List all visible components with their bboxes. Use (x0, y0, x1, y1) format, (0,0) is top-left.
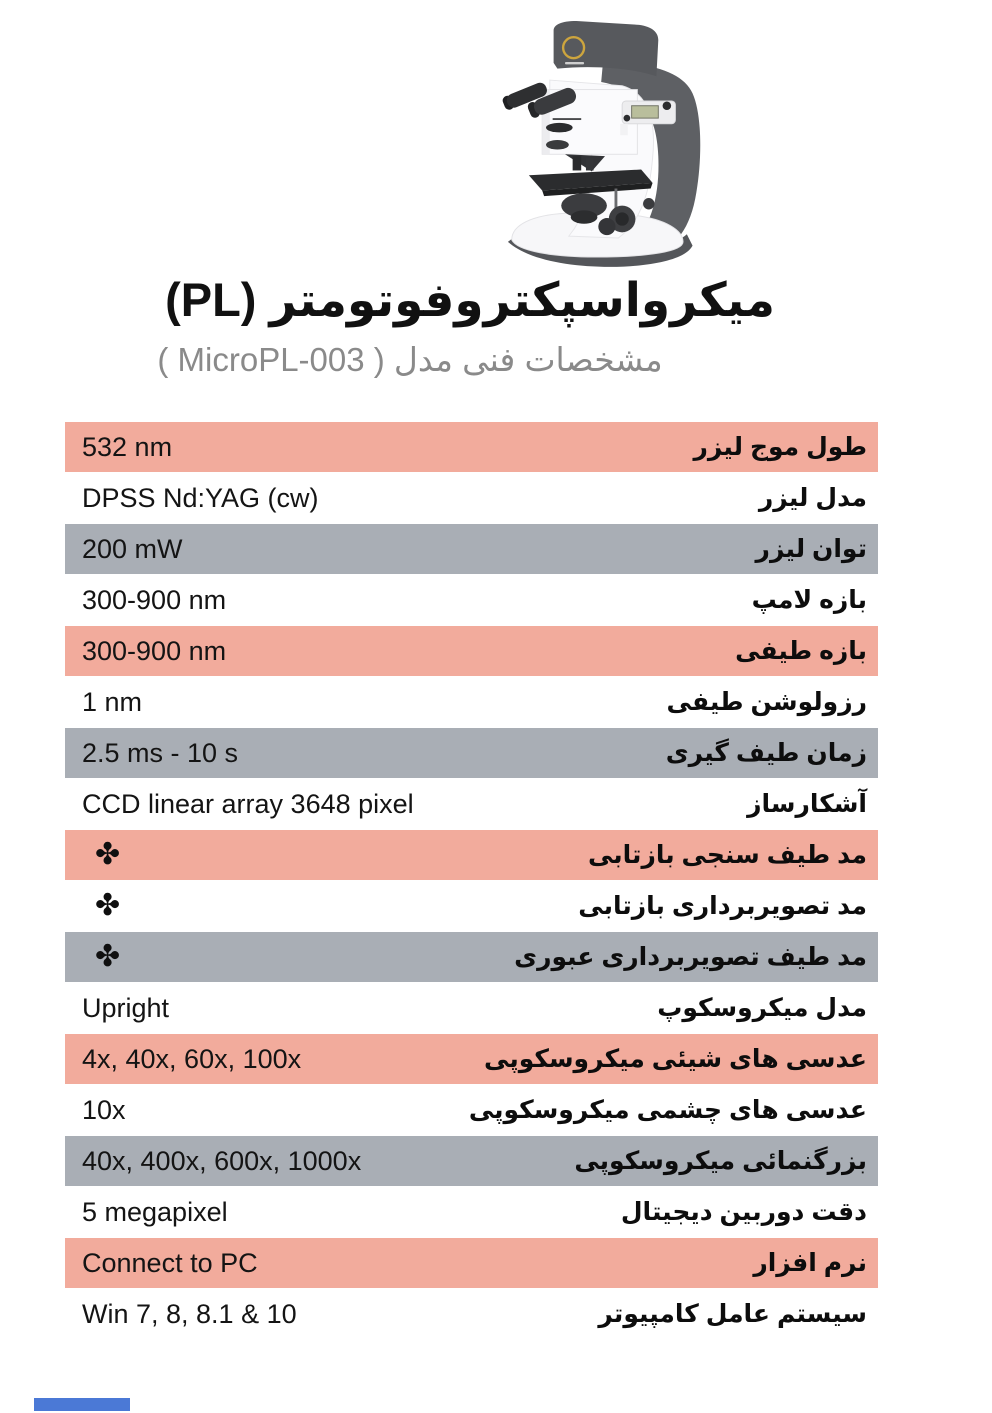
table-row (65, 524, 878, 574)
lcd-screen (632, 106, 659, 118)
table-row (65, 728, 878, 778)
spec-label: مد تصویربرداری بازتابی (578, 892, 867, 920)
spec-label: رزولوشن طیفی (666, 688, 867, 716)
spec-label: مدل میکروسکوپ (657, 994, 867, 1022)
four-petal-asterisk-icon: ✤ (95, 889, 121, 922)
spec-label: بازه طیفی (735, 637, 867, 665)
spec-label: عدسی های شیئی میکروسکوپی (484, 1045, 867, 1073)
table-row (65, 626, 878, 676)
four-petal-asterisk-icon: ✤ (95, 940, 121, 973)
footer-blue-bar (34, 1398, 130, 1411)
spec-label: طول موج لیزر (693, 433, 867, 461)
spec-label: آشکارساز (747, 790, 867, 818)
table-row (65, 677, 878, 727)
spec-label: نرم افزار (753, 1249, 867, 1277)
spec-value: 2.5 ms - 10 s (82, 737, 239, 768)
table-row (65, 1187, 878, 1237)
spec-value: 10x (82, 1094, 126, 1125)
microscope-image (462, 2, 748, 278)
table-row (65, 983, 878, 1033)
spec-value: DPSS Nd:YAG (cw) (82, 482, 319, 513)
spec-value: 4x, 40x, 60x, 100x (82, 1043, 302, 1074)
spec-value: 40x, 400x, 600x, 1000x (82, 1145, 362, 1176)
spec-label: مد طیف سنجی بازتابی (587, 841, 867, 869)
spec-label: مدل لیزر (758, 484, 867, 512)
table-row (65, 1238, 878, 1288)
table-row (65, 422, 878, 472)
table-row (65, 1289, 878, 1339)
spec-value: 532 nm (82, 431, 173, 462)
spec-value: 200 mW (82, 533, 183, 564)
spec-value: Upright (82, 992, 170, 1023)
four-petal-asterisk-icon: ✤ (95, 838, 121, 871)
spec-label: مد طیف تصویربرداری عبوری (514, 943, 867, 971)
table-row (65, 779, 878, 829)
table-row (65, 1085, 878, 1135)
table-row (65, 932, 878, 982)
spec-label: بزرگنمائی میکروسکوپی (574, 1147, 867, 1175)
spec-label: بازه لامپ (751, 586, 867, 614)
spec-label: دقت دوربین دیجیتال (620, 1198, 867, 1226)
spec-value: Connect to PC (82, 1247, 258, 1278)
table-row (65, 881, 878, 931)
spec-value: 5 megapixel (82, 1196, 228, 1227)
spec-value: Win 7, 8, 8.1 & 10 (82, 1298, 297, 1329)
spec-value: 300-900 nm (82, 635, 227, 666)
spec-label: عدسی های چشمی میکروسکوپی (468, 1096, 867, 1124)
page-title: میکرواسپکتروفوتومتر (PL) (165, 273, 775, 326)
table-row (65, 1034, 878, 1084)
page-subtitle: مشخصات فنی مدل ( MicroPL-003 ) (157, 341, 663, 378)
table-row (65, 473, 878, 523)
spec-label: سیستم عامل کامپیوتر (598, 1300, 867, 1328)
spec-table (65, 422, 878, 1340)
spec-label: توان لیزر (755, 535, 867, 563)
spec-label: زمان طیف گیری (665, 739, 867, 767)
spec-value: CCD linear array 3648 pixel (82, 788, 414, 819)
table-row (65, 575, 878, 625)
spec-value: 1 nm (82, 686, 143, 717)
spec-value: 300-900 nm (82, 584, 227, 615)
table-row (65, 1136, 878, 1186)
table-row (65, 830, 878, 880)
